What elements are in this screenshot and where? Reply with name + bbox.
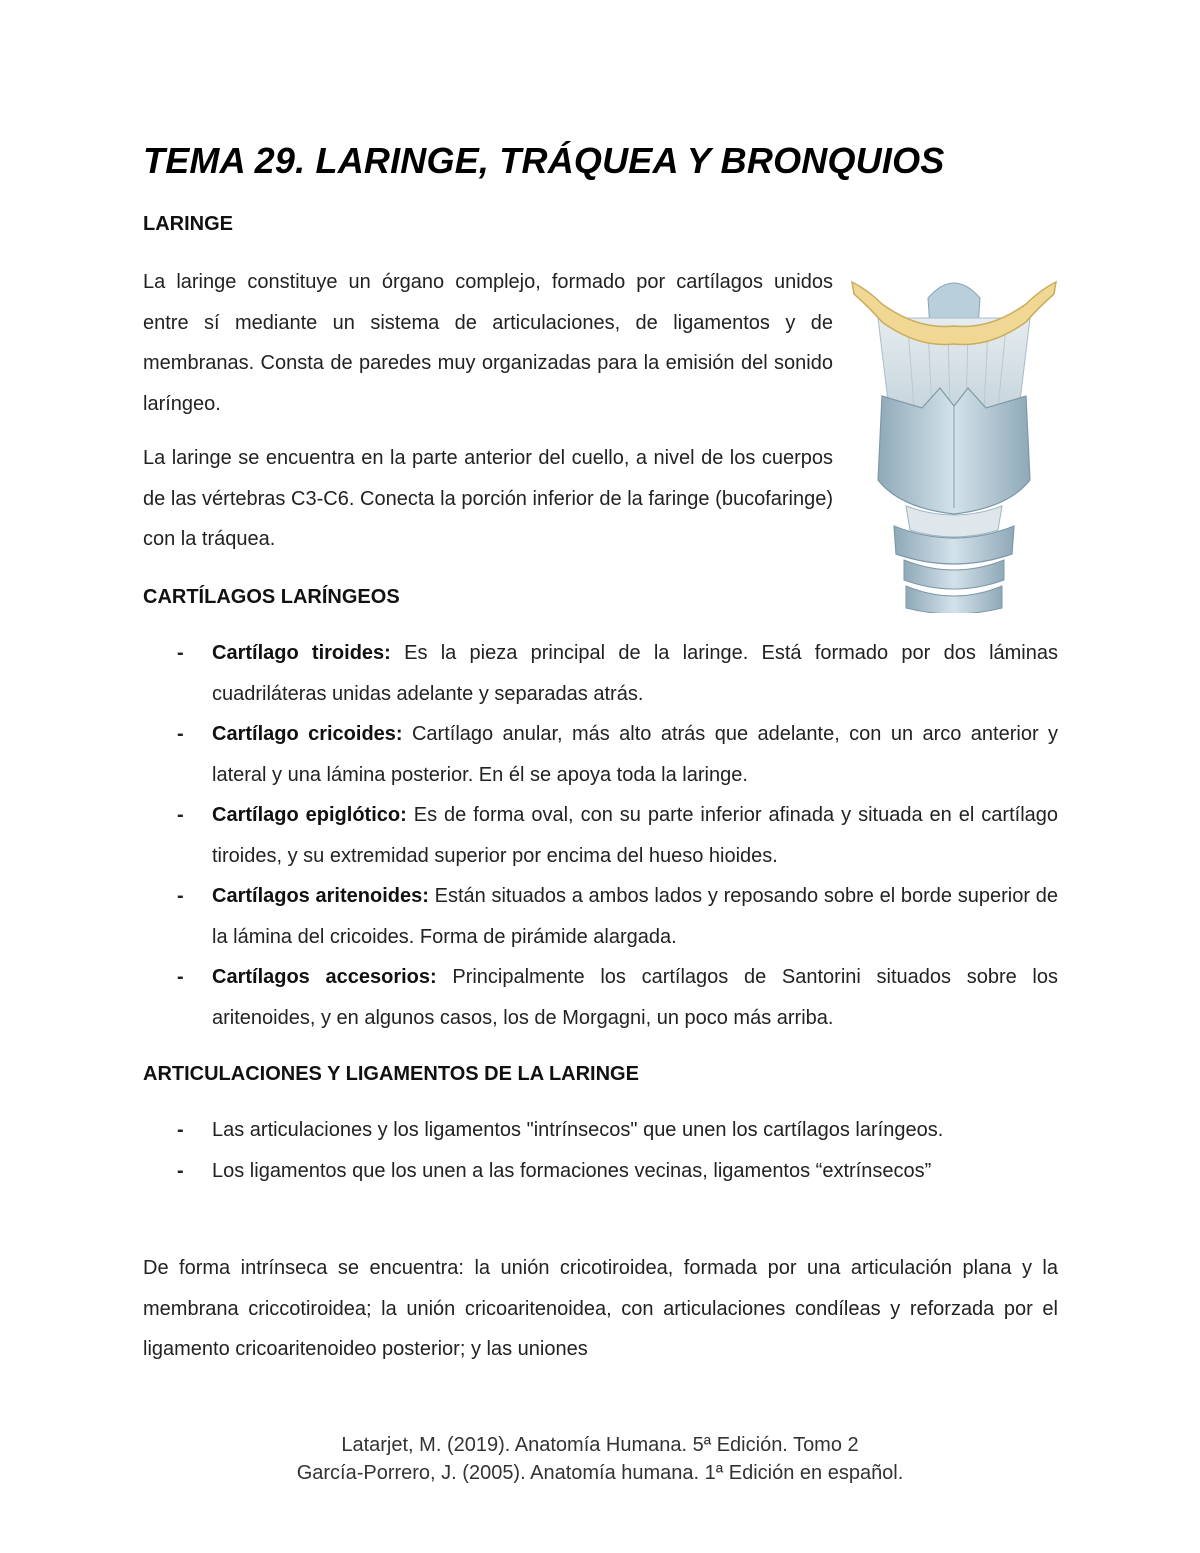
paragraph-laringe-1: La laringe constituye un órgano complejo, formado por cartílagos unidos entre sí mediante un sistema de articulaciones, de ligamentos y de membranas. Consta de paredes muy organizadas para la emisión del sonido laríngeo. xyxy=(143,271,833,415)
page-title: TEMA 29. LARINGE, TRÁQUEA Y BRONQUIOS xyxy=(143,140,945,181)
heading-cartilagos: CARTÍLAGOS LARÍNGEOS xyxy=(143,586,400,608)
bullet-dash-icon: - xyxy=(177,642,184,664)
footer-citation-1: Latarjet, M. (2019). Anatomía Humana. 5ª Edición. Tomo 2 xyxy=(341,1434,859,1456)
footer-citation-2: García-Porrero, J. (2005). Anatomía humana. 1ª Edición en español. xyxy=(296,1462,904,1484)
list-item xyxy=(143,795,1058,876)
list-item-term: Cartílagos aritenoides: xyxy=(212,885,429,907)
cartilagos-list xyxy=(143,633,1058,1038)
list-item-text: Cartílago anular, más alto atrás que adelante, con un arco anterior y lateral y una lámina posterior. En él se apoya toda la laringe. xyxy=(212,723,1059,786)
articulaciones-list xyxy=(143,1110,1058,1191)
larynx-illustration xyxy=(848,268,1060,613)
bullet-dash-icon: - xyxy=(177,723,184,745)
list-item-term: Cartílago cricoides: xyxy=(212,723,403,745)
list-item-term: Cartílagos accesorios: xyxy=(212,966,437,988)
list-item-text: Las articulaciones y los ligamentos "intrínsecos" que unen los cartílagos laríngeos. xyxy=(212,1119,944,1141)
list-item xyxy=(143,957,1058,1038)
bullet-dash-icon: - xyxy=(177,885,184,907)
list-item xyxy=(143,1110,1058,1151)
list-item-text: Es la pieza principal de la laringe. Está formado por dos láminas cuadriláteras unidas adelante y separadas atrás. xyxy=(212,642,1058,705)
list-item xyxy=(143,1151,1058,1192)
list-item-text: Están situados a ambos lados y reposando sobre el borde superior de la lámina del cricoides. Forma de pirámide alargada. xyxy=(212,885,1058,948)
paragraph-articulaciones: De forma intrínseca se encuentra: la unión cricotiroidea, formada por una articulación plana y la membrana criccotiroidea; la unión cricoaritenoidea, con articulaciones condíleas y reforzada por el ligamento cricoaritenoideo posterior; y las uniones xyxy=(143,1257,1058,1360)
bullet-dash-icon: - xyxy=(177,804,184,826)
list-item xyxy=(143,876,1058,957)
bullet-dash-icon: - xyxy=(177,1159,184,1182)
list-item-term: Cartílago epiglótico: xyxy=(212,804,407,826)
list-item-term: Cartílago tiroides: xyxy=(212,642,391,664)
heading-articulaciones: ARTICULACIONES Y LIGAMENTOS DE LA LARINGE xyxy=(143,1063,639,1085)
paragraph-laringe-2: La laringe se encuentra en la parte anterior del cuello, a nivel de los cuerpos de las vértebras C3-C6. Conecta la porción inferior de la faringe (bucofaringe) con la tráquea. xyxy=(143,447,833,550)
list-item-text: Es de forma oval, con su parte inferior afinada y situada en el cartílago tiroides, y su extremidad superior por encima del hueso hioides. xyxy=(212,804,1059,867)
heading-laringe: LARINGE xyxy=(143,213,233,235)
bullet-dash-icon: - xyxy=(177,966,184,988)
bullet-dash-icon: - xyxy=(177,1119,184,1141)
list-item-text: Los ligamentos que los unen a las formaciones vecinas, ligamentos “extrínsecos” xyxy=(212,1159,932,1182)
tracheal-ring-2 xyxy=(906,586,1002,613)
list-item xyxy=(143,633,1058,714)
list-item xyxy=(143,714,1058,795)
list-item-text: Principalmente los cartílagos de Santorini situados sobre los aritenoides, y en algunos casos, los de Morgagni, un poco más arriba. xyxy=(212,966,1058,1029)
